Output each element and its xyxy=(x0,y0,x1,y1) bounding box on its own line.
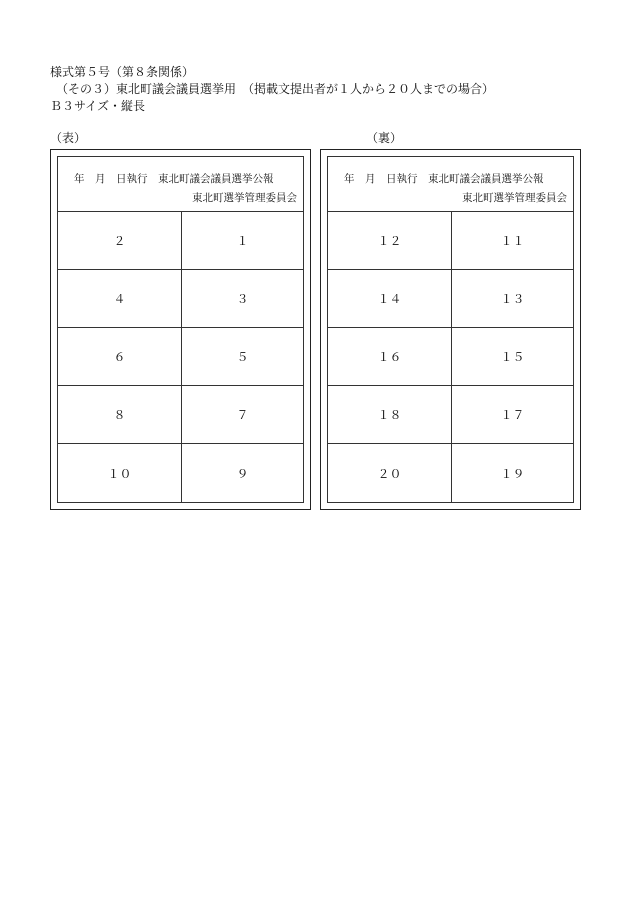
front-header xyxy=(58,157,303,212)
front-sheet xyxy=(50,149,311,510)
slot-cell: １９ xyxy=(500,466,525,481)
slot-cell: ７ xyxy=(182,386,303,444)
front-header-issuer: 東北町選挙管理委員会 xyxy=(192,192,297,204)
slot-cell: １５ xyxy=(452,328,573,386)
form-subtitle: （その３）東北町議会議員選挙用 （掲載文提出者が１人から２０人までの場合） xyxy=(56,82,495,96)
slot-cell: １３ xyxy=(452,270,573,328)
front-grid xyxy=(58,212,303,502)
back-header-title: 年 月 日執行 東北町議会議員選挙公報 xyxy=(344,173,544,185)
back-sheet xyxy=(320,149,581,510)
back-grid xyxy=(328,212,573,502)
slot-cell: １４ xyxy=(328,270,452,328)
front-frame xyxy=(57,156,304,503)
slot-cell: ４ xyxy=(58,270,182,328)
slot-cell: ２ xyxy=(58,212,182,270)
slot-cell: １６ xyxy=(328,328,452,386)
back-label: （裏） xyxy=(366,131,403,145)
back-frame xyxy=(327,156,574,503)
slot-cell: ６ xyxy=(58,328,182,386)
slot-cell: ２０ xyxy=(328,444,452,502)
front-header-title: 年 月 日執行 東北町議会議員選挙公報 xyxy=(74,173,274,185)
slot-cell: １０ xyxy=(58,444,182,502)
front-label: （表） xyxy=(50,131,87,145)
slot-cell: １１ xyxy=(452,212,573,270)
slot-cell: １８ xyxy=(328,386,452,444)
slot-cell: ９ xyxy=(236,466,249,481)
slot-cell: １ xyxy=(182,212,303,270)
slot-cell: １７ xyxy=(452,386,573,444)
back-header-issuer: 東北町選挙管理委員会 xyxy=(462,192,567,204)
slot-cell: ３ xyxy=(182,270,303,328)
back-header xyxy=(328,157,573,212)
slot-cell: ８ xyxy=(58,386,182,444)
form-number: 様式第５号（第８条関係） xyxy=(50,65,195,79)
slot-cell: １２ xyxy=(328,212,452,270)
slot-cell: ５ xyxy=(182,328,303,386)
size-note: Ｂ３サイズ・縦長 xyxy=(50,99,146,113)
